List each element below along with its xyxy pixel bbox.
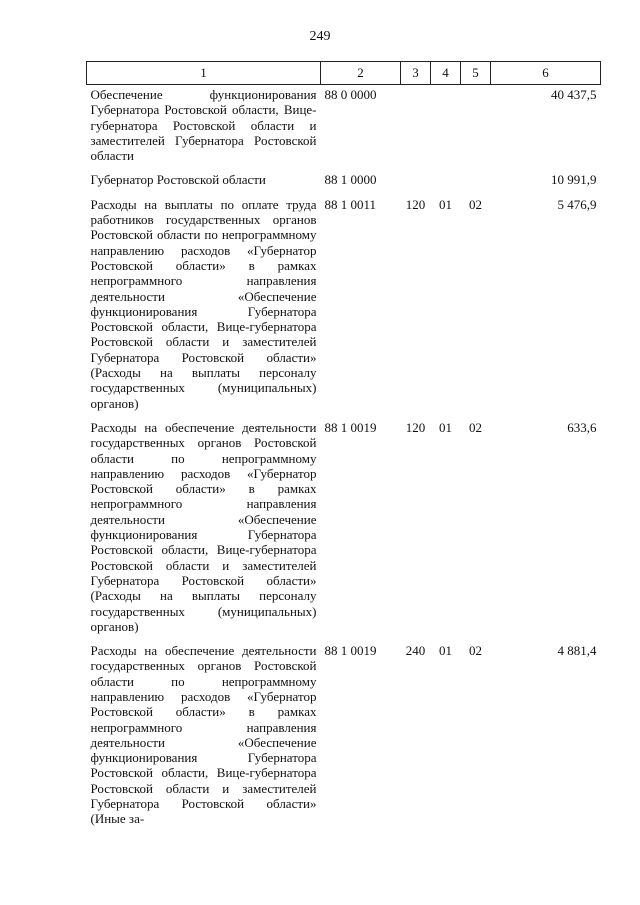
row-col-5: 02 [469,419,482,435]
table-row [87,420,601,643]
header-col-5: 5 [461,62,491,85]
header-col-2: 2 [321,62,401,85]
row-col-5 [461,172,491,196]
row-amount: 633,6 [567,419,597,435]
row-col-3: 120 [405,419,426,435]
row-col-5: 02 [469,643,482,659]
row-name: Расходы на обеспечение деятельности государственных органов Ростовской области по непрограммному направлению расходов «Губернатор Ростовской области» в рамках непрограммного направления деятельности «Обеспечение функционирования Губернатора Ростовской области, Вице-губернатора Ростовской области и заместителей Губернатора Ростовской области» (Иные за- [90,643,317,827]
row-col-4 [431,85,461,173]
row-col-4: 01 [439,196,452,212]
row-name: Расходы на обеспечение деятельности государственных органов Ростовской области по непрограммному направлению расходов «Губернатор Ростовской области» в рамках непрограммного направления деятельности «Обеспечение функционирования Губернатора Ростовской области, Вице-губернатора Ростовской области и заместителей Губернатора Ростовской области» (Расходы на выплаты персоналу государственных (муниципальных) органов) [90,419,317,634]
row-amount: 40 437,5 [551,87,597,102]
row-col-5: 02 [469,196,482,212]
header-col-6: 6 [491,62,601,85]
header-row [87,62,601,85]
table-body [87,85,601,836]
row-amount: 5 476,9 [557,196,597,212]
row-name: Обеспечение функционирования Губернатора Ростовской области, Вице-губернатора Ростовской области и заместителей Губернатора Ростовской области [90,87,317,164]
row-name: Губернатор Ростовской области [90,172,266,188]
row-code: 88 1 0000 [324,172,377,188]
row-col-4 [431,172,461,196]
budget-table [86,61,601,836]
table-header [87,62,601,85]
row-code: 88 0 0000 [324,87,377,102]
row-col-3: 120 [405,196,426,212]
row-amount: 4 881,4 [557,643,597,659]
row-code: 88 1 0019 [324,419,377,435]
page-number: 249 [309,29,331,44]
row-amount: 10 991,9 [551,172,597,188]
row-col-4: 01 [439,419,452,435]
row-col-4: 01 [439,643,452,659]
row-code: 88 1 0019 [324,643,377,659]
table-row [87,172,601,196]
row-col-3: 240 [405,643,426,659]
row-col-3 [401,85,431,173]
table-row [87,197,601,420]
row-code: 88 1 0011 [324,196,377,212]
row-name: Расходы на выплаты по оплате труда работников государственных органов Ростовской области по непрограммному направлению расходов «Губернатор Ростовской области» в рамках непрограммного направления деятельности «Обеспечение функционирования Губернатора Ростовской области, Вице-губернатора Ростовской области и заместителей Губернатора Ростовской области» (Расходы на выплаты персоналу государственных (муниципальных) органов) [90,196,317,411]
header-col-4: 4 [431,62,461,85]
header-col-1: 1 [87,62,321,85]
table-row [87,643,601,836]
row-col-5 [461,85,491,173]
header-col-3: 3 [401,62,431,85]
row-col-3 [401,172,431,196]
table-row [87,85,601,173]
